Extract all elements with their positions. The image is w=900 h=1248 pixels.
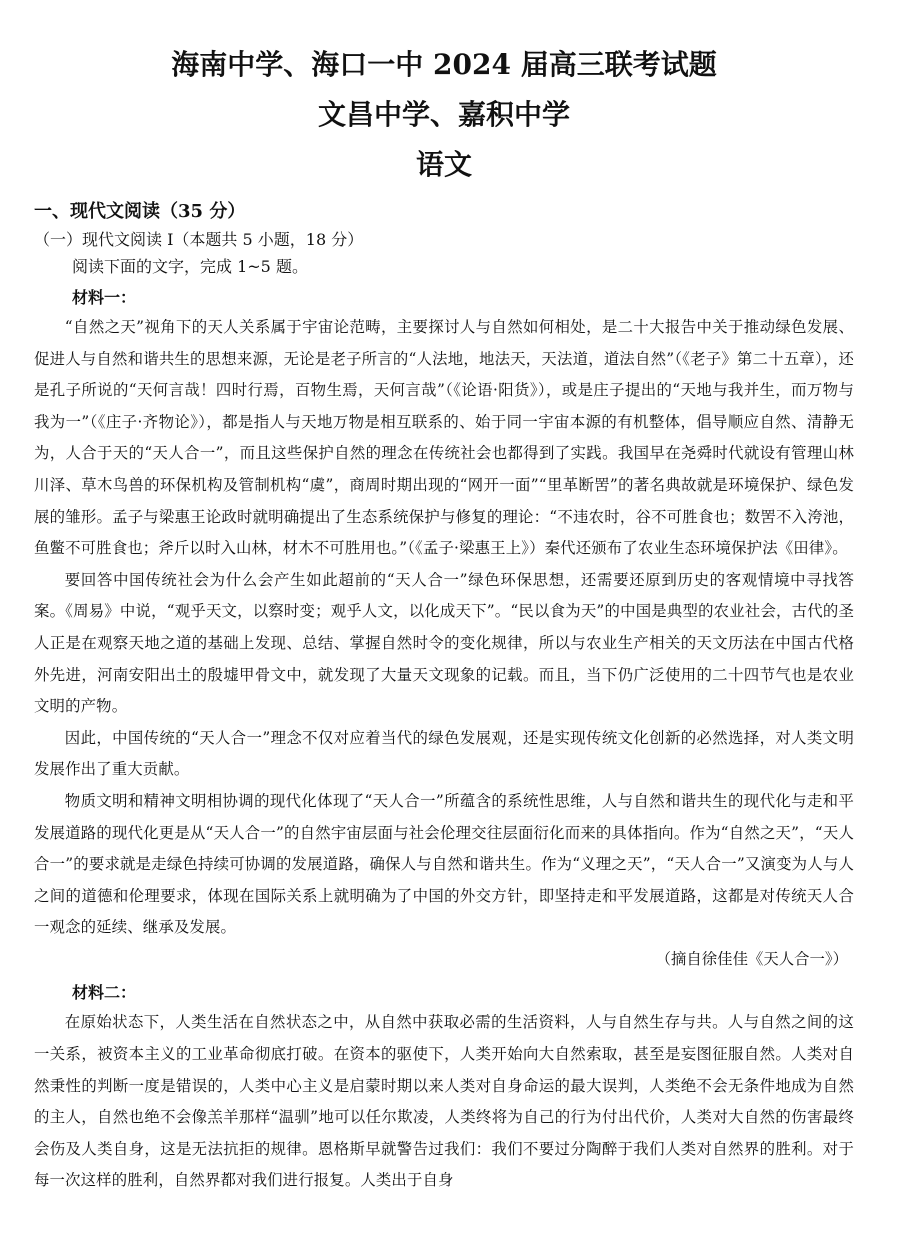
material-one-source: （摘自徐佳佳《天人合一》） [655, 949, 848, 968]
exam-subject: 语文 [415, 148, 472, 181]
exam-title-schools: 文昌中学、嘉积中学 [317, 98, 570, 131]
section-heading: 一、现代文阅读（35 分） [34, 201, 246, 222]
material-one-paragraph: 要回答中国传统社会为什么会产生如此超前的“天人合一”绿色环保思想，还需要还原到历史的客观情境中寻找答案。《周易》中说，“观乎天文，以察时变；观乎人文，以化成天下”。“民以食为天”的中国是典型的农业社会，古代的圣人正是在观察天地之道的基础上发现、总结、掌握自然时令的变化规律，所以与农业生产相关的天文历法在中国古代格外先进，河南安阳出土的殷墟甲骨文中，就发现了大量天文现象的记载。而且，当下仍广泛使用的二十四节气也是农业文明的产物。 [34, 570, 854, 716]
material-two-paragraph: 在原始状态下，人类生活在自然状态之中，从自然中获取必需的生活资料，人与自然生存与共。人与自然之间的这一关系，被资本主义的工业革命彻底打破。在资本的驱使下，人类开始向大自然索取，甚至是妄图征服自然。人类对自然秉性的判断一度是错误的，人类中心主义是启蒙时期以来人类对自身命运的最大误判，人类绝不会无条件地成为自然的主人，自然也绝不会像羔羊那样“温驯”地可以任尔欺凌，人类终将为自己的行为付出代价，人类对大自然的伤害最终会伤及人类自身，这是无法抗拒的规律。恩格斯早就警告过我们：我们不要过分陶醉于我们人类对自然界的胜利。对于每一次这样的胜利，自然界都对我们进行报复。人类出于自身 [34, 1013, 854, 1190]
section-subheading: （一）现代文阅读 I（本题共 5 小题，18 分） [34, 230, 364, 249]
material-one-paragraph: 因此，中国传统的“天人合一”理念不仅对应着当代的绿色发展观，还是实现传统文化创新的必然选择，对人类文明发展作出了重大贡献。 [34, 728, 854, 779]
material-one-paragraph: 物质文明和精神文明相协调的现代化体现了“天人合一”所蕴含的系统性思维，人与自然和谐共生的现代化与走和平发展道路的现代化更是从“天人合一”的自然宇宙层面与社会伦理交往层面衍化而来的具体指向。作为“自然之天”，“天人合一”的要求就是走绿色持续可协调的发展道路，确保人与自然和谐共生。作为“义理之天”，“天人合一”又演变为人与人之间的道德和伦理要求，体现在国际关系上就明确为了中国的外交方针，即坚持走和平发展道路，这都是对传统天人合一观念的延续、继承及发展。 [34, 791, 854, 937]
material-two-label: 材料二： [72, 983, 137, 1003]
reading-instruction: 阅读下面的文字，完成 1~5 题。 [72, 257, 308, 276]
material-one-label: 材料一： [72, 288, 137, 307]
material-one-paragraph: “自然之天”视角下的天人关系属于宇宙论范畴，主要探讨人与自然如何相处，是二十大报告中关于推动绿色发展、促进人与自然和谐共生的思想来源，无论是老子所言的“人法地，地法天，天法道，道法自然”（《老子》第二十五章），还是孔子所说的“天何言哉！四时行焉，百物生焉，天何言哉”（《论语·阳货》），或是庄子提出的“天地与我并生，而万物与我为一”（《庄子·齐物论》），都是指人与天地万物是相互联系的、始于同一宇宙本源的有机整体，倡导顺应自然、清静无为，人合于天的“天人合一”，而且这些保护自然的理念在传统社会也都得到了实践。我国早在尧舜时代就设有管理山林川泽、草木鸟兽的环保机构及管制机构“虞”，商周时期出现的“网开一面”“里革断罟”的著名典故就是环境保护、绿色发展的雏形。孟子与梁惠王论政时就明确提出了生态系统保护与修复的理论：“不违农时，谷不可胜食也；数罟不入洿池，鱼鳖不可胜食也；斧斤以时入山林，材木不可胜用也。”（《孟子·梁惠王上》）秦代还颁布了农业生态环境保护法《田律》。 [34, 318, 854, 558]
exam-header [34, 0, 854, 186]
exam-title: 海南中学、海口一中 2024 届高三联考试题 [171, 48, 717, 81]
